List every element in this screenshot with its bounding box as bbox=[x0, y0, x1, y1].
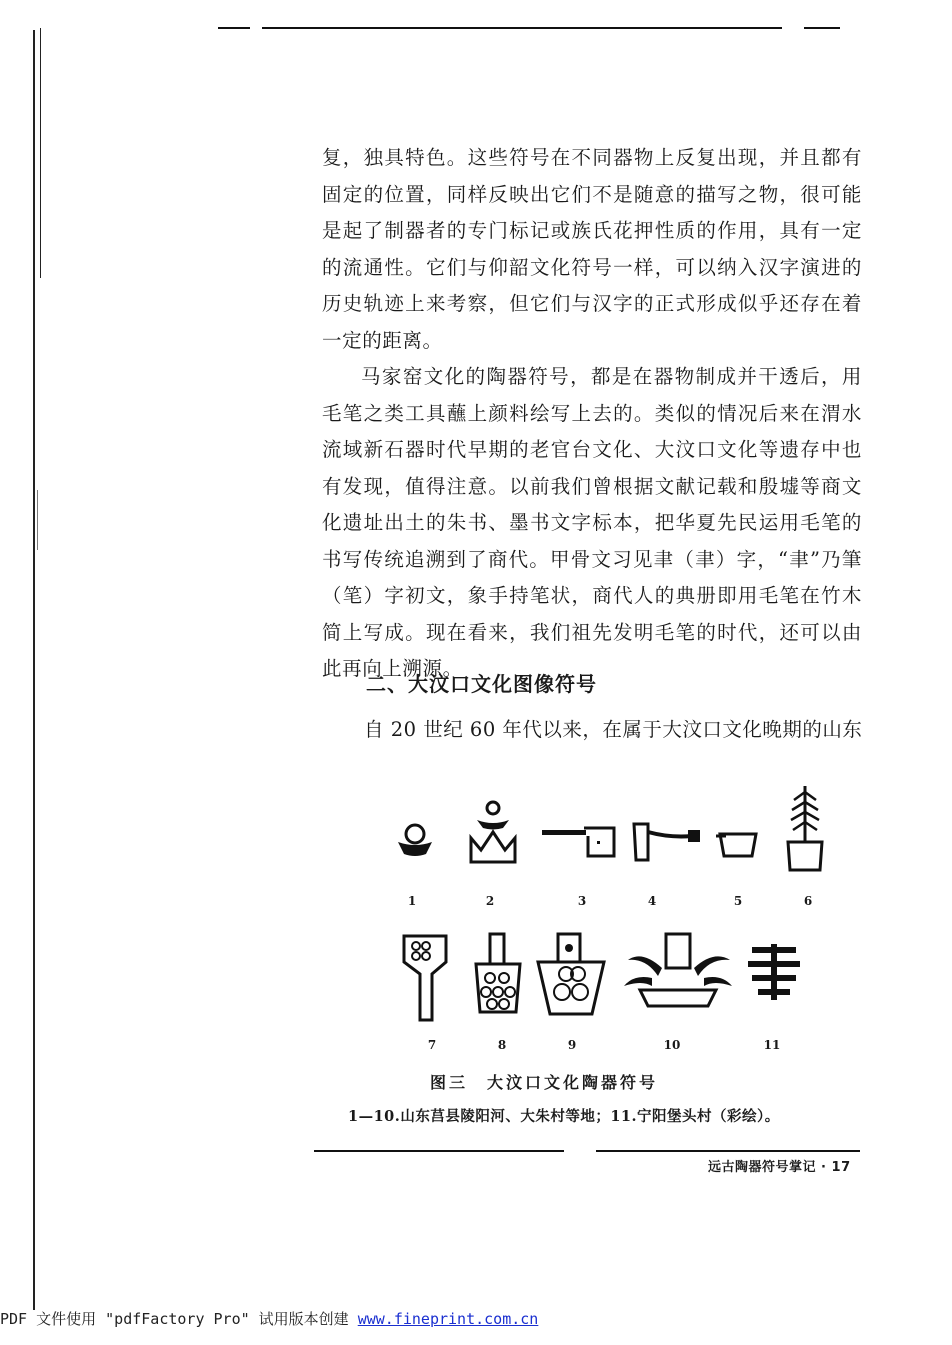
symbol-number-4: 4 bbox=[647, 894, 657, 908]
section-heading: 二、大汶口文化图像符号 bbox=[366, 672, 597, 696]
watermark-text: PDF 文件使用 "pdfFactory Pro" 试用版本创建 bbox=[0, 1310, 358, 1328]
symbol-number-5: 5 bbox=[733, 894, 743, 908]
header-rule-right bbox=[804, 27, 840, 29]
symbol-10-feathered-altar-glyph bbox=[622, 930, 734, 1010]
symbol-number-6: 6 bbox=[803, 894, 813, 908]
footer-rule-right bbox=[596, 1150, 860, 1152]
symbol-3-axe-glyph bbox=[540, 824, 620, 860]
symbol-number-3: 3 bbox=[577, 894, 587, 908]
section-intro-text: 自 20 世纪 60 年代以来，在属于大汶口文化晚期的山东 bbox=[364, 718, 863, 741]
symbol-number-9: 9 bbox=[567, 1038, 577, 1052]
body-text bbox=[322, 140, 862, 688]
body-paragraph-1: 复，独具特色。这些符号在不同器物上反复出现，并且都有固定的位置，同样反映出它们不是随意的描写之物，很可能是起了制器者的专门标记或族氏花押性质的作用，具有一定的流通性。它们与仰韶文化符号一样，可以纳入汉字演进的历史轨迹上来考察，但它们与汉字的正式形成似乎还存在着一定的距离。 bbox=[322, 146, 862, 352]
binding-edge-mark bbox=[37, 490, 38, 550]
symbol-1-sun-cloud-glyph bbox=[390, 822, 440, 862]
figure-caption-title: 图三 大汶口文化陶器符号 bbox=[430, 1073, 659, 1092]
binding-edge-line-inner bbox=[40, 28, 41, 278]
symbol-11-painted-glyph bbox=[746, 942, 802, 1004]
symbol-number-2: 2 bbox=[485, 894, 495, 908]
pdf-watermark bbox=[0, 1308, 538, 1329]
symbol-number-1: 1 bbox=[407, 894, 417, 908]
symbol-4-adze-glyph bbox=[630, 820, 702, 862]
header-rule-left bbox=[218, 27, 250, 29]
symbol-5-tool-glyph bbox=[716, 830, 760, 860]
header-rule-main bbox=[262, 27, 782, 29]
symbol-6-plant-vessel-glyph bbox=[784, 784, 826, 874]
footer-separator: · bbox=[821, 1160, 827, 1175]
body-paragraph-2: 马家窑文化的陶器符号，都是在器物制成并干透后，用毛笔之类工具蘸上颜料绘写上去的。类似的情况后来在渭水流域新石器时代早期的老官台文化、大汶口文化等遗存中也有发现，值得注意。以前我们曾根据文献记载和殷墟等商文化遗址出土的朱书、墨书文字标本，把华夏先民运用毛笔的书写传统追溯到了商代。甲骨文习见聿（聿）字，“聿”乃筆（笔）字初文，象手持笔状，商代人的典册即用毛笔在竹木简上写成。现在看来，我们祖先发明毛笔的时代，还可以由此再向上溯源。 bbox=[322, 365, 862, 680]
symbol-number-10: 10 bbox=[663, 1038, 681, 1052]
pottery-symbols-figure bbox=[380, 780, 820, 1090]
running-footer bbox=[708, 1156, 851, 1175]
symbol-number-11: 11 bbox=[763, 1038, 781, 1052]
symbol-2-sun-mountain-glyph bbox=[465, 800, 521, 866]
footer-rule-left bbox=[314, 1150, 564, 1152]
running-title: 远古陶器符号掌记 bbox=[708, 1160, 817, 1175]
figure-caption-note: 1—10.山东莒县陵阳河、大朱村等地；11.宁阳堡头村（彩绘）。 bbox=[348, 1108, 780, 1125]
symbol-7-headdress-glyph bbox=[400, 932, 450, 1024]
watermark-link[interactable]: www.fineprint.com.cn bbox=[357, 1310, 539, 1328]
symbol-number-8: 8 bbox=[497, 1038, 507, 1052]
symbol-9-ring-vessel-glyph bbox=[536, 932, 606, 1018]
symbol-8-beaded-vessel-glyph bbox=[472, 932, 524, 1016]
symbol-number-7: 7 bbox=[427, 1038, 437, 1052]
binding-edge-line bbox=[33, 30, 35, 1310]
page-number: 17 bbox=[831, 1160, 851, 1175]
